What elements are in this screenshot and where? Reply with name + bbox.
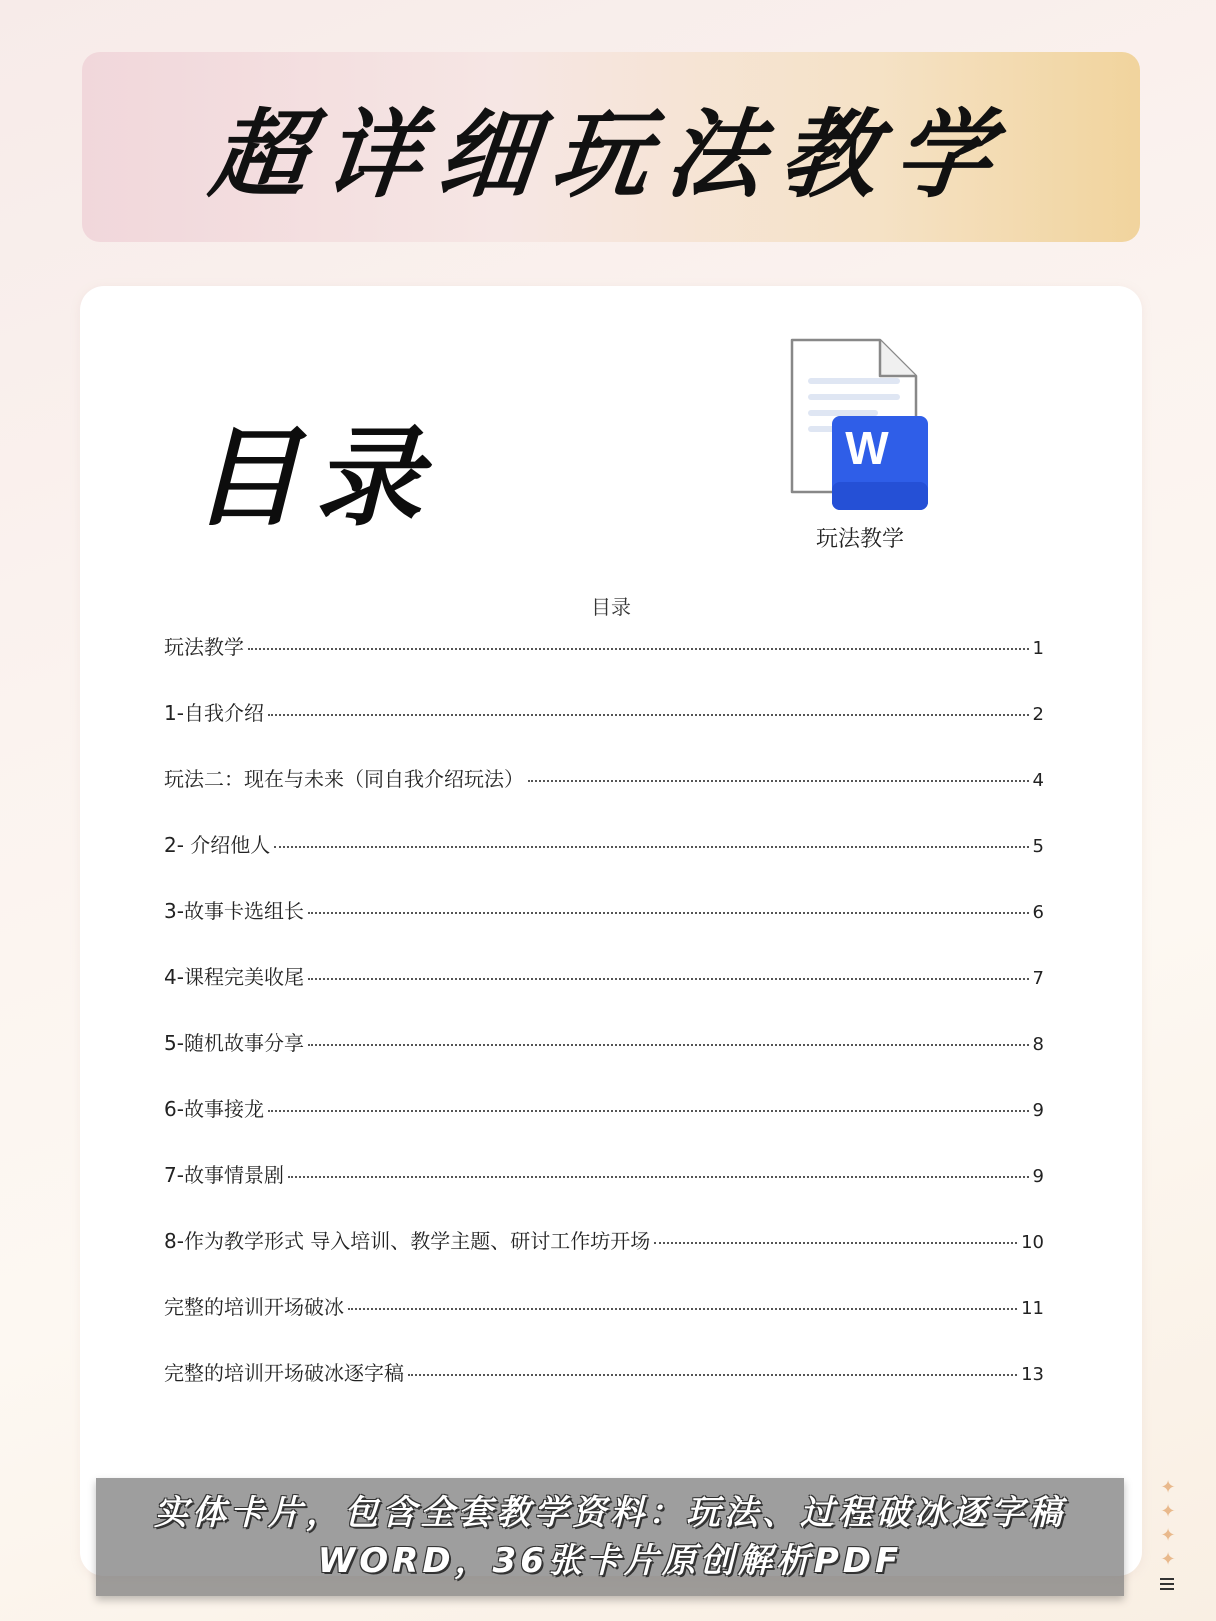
toc-dot-leader xyxy=(268,1110,1029,1112)
toc-row[interactable] xyxy=(164,1027,1044,1093)
toc-page-number: 10 xyxy=(1021,1232,1044,1253)
toc-dot-leader xyxy=(288,1176,1029,1178)
toc-row[interactable] xyxy=(164,1357,1044,1423)
toc-dot-leader xyxy=(654,1242,1017,1244)
title-banner xyxy=(82,52,1140,242)
toc-entry-title: 1-自我介绍 xyxy=(164,701,264,725)
toc-dot-leader xyxy=(348,1308,1017,1310)
footer-caption xyxy=(96,1478,1124,1596)
document-toc-heading: 目录 xyxy=(591,595,631,619)
toc-row[interactable] xyxy=(164,895,1044,961)
word-badge: W xyxy=(845,422,889,474)
toc-dot-leader xyxy=(528,780,1029,782)
banner-title: 超详细玩法教学 xyxy=(205,98,1016,211)
toc-page-number: 1 xyxy=(1032,638,1044,659)
toc-page-number: 13 xyxy=(1021,1364,1044,1385)
toc-entry-title: 7-故事情景剧 xyxy=(164,1163,284,1187)
toc-dot-leader xyxy=(408,1374,1017,1376)
toc-page-number: 11 xyxy=(1021,1298,1044,1319)
word-document-icon[interactable] xyxy=(784,332,934,512)
toc-dot-leader xyxy=(308,1044,1029,1046)
toc-list xyxy=(164,631,1044,1423)
toc-page-number: 9 xyxy=(1032,1166,1044,1187)
toc-page-number: 5 xyxy=(1032,836,1044,857)
toc-entry-title: 玩法教学 xyxy=(164,635,244,659)
toc-page-number: 7 xyxy=(1032,968,1044,989)
footer-line-2: WORD，36张卡片原创解析PDF xyxy=(317,1541,903,1581)
menu-icon[interactable] xyxy=(1160,1578,1174,1592)
file-name-label[interactable]: 玩法教学 xyxy=(815,527,904,552)
toc-row[interactable] xyxy=(164,829,1044,895)
toc-entry-title: 玩法二：现在与未来（同自我介绍玩法） xyxy=(164,767,524,791)
toc-row[interactable] xyxy=(164,763,1044,829)
toc-dot-leader xyxy=(268,714,1029,716)
content-card xyxy=(80,286,1142,1576)
toc-dot-leader xyxy=(248,648,1029,650)
sparkle-icon: ✦ ✦ ✦ ✦ xyxy=(1160,1477,1176,1570)
toc-entry-title: 3-故事卡选组长 xyxy=(164,899,304,923)
toc-entry-title: 4-课程完美收尾 xyxy=(164,965,304,989)
toc-dot-leader xyxy=(274,846,1028,848)
toc-row[interactable] xyxy=(164,1291,1044,1357)
toc-entry-title: 5-随机故事分享 xyxy=(164,1031,304,1055)
toc-page-number: 2 xyxy=(1032,704,1044,725)
toc-row[interactable] xyxy=(164,631,1044,697)
toc-page-number: 6 xyxy=(1032,902,1044,923)
toc-entry-title: 8-作为教学形式 导入培训、教学主题、研讨工作坊开场 xyxy=(164,1229,651,1253)
toc-row[interactable] xyxy=(164,961,1044,1027)
toc-row[interactable] xyxy=(164,1093,1044,1159)
toc-entry-title: 完整的培训开场破冰 xyxy=(164,1295,344,1319)
toc-page-number: 4 xyxy=(1032,770,1044,791)
toc-row[interactable] xyxy=(164,1225,1044,1291)
toc-row[interactable] xyxy=(164,697,1044,763)
toc-row[interactable] xyxy=(164,1159,1044,1225)
toc-dot-leader xyxy=(308,978,1029,980)
toc-dot-leader xyxy=(308,912,1029,914)
toc-page-number: 9 xyxy=(1032,1100,1044,1121)
toc-page-number: 8 xyxy=(1032,1034,1044,1055)
toc-entry-title: 6-故事接龙 xyxy=(164,1097,264,1121)
toc-entry-title: 完整的培训开场破冰逐字稿 xyxy=(164,1361,404,1385)
toc-big-title: 目录 xyxy=(192,416,437,541)
toc-entry-title: 2- 介绍他人 xyxy=(164,833,271,857)
footer-line-1: 实体卡片，包含全套教学资料：玩法、过程破冰逐字稿 xyxy=(154,1493,1066,1533)
